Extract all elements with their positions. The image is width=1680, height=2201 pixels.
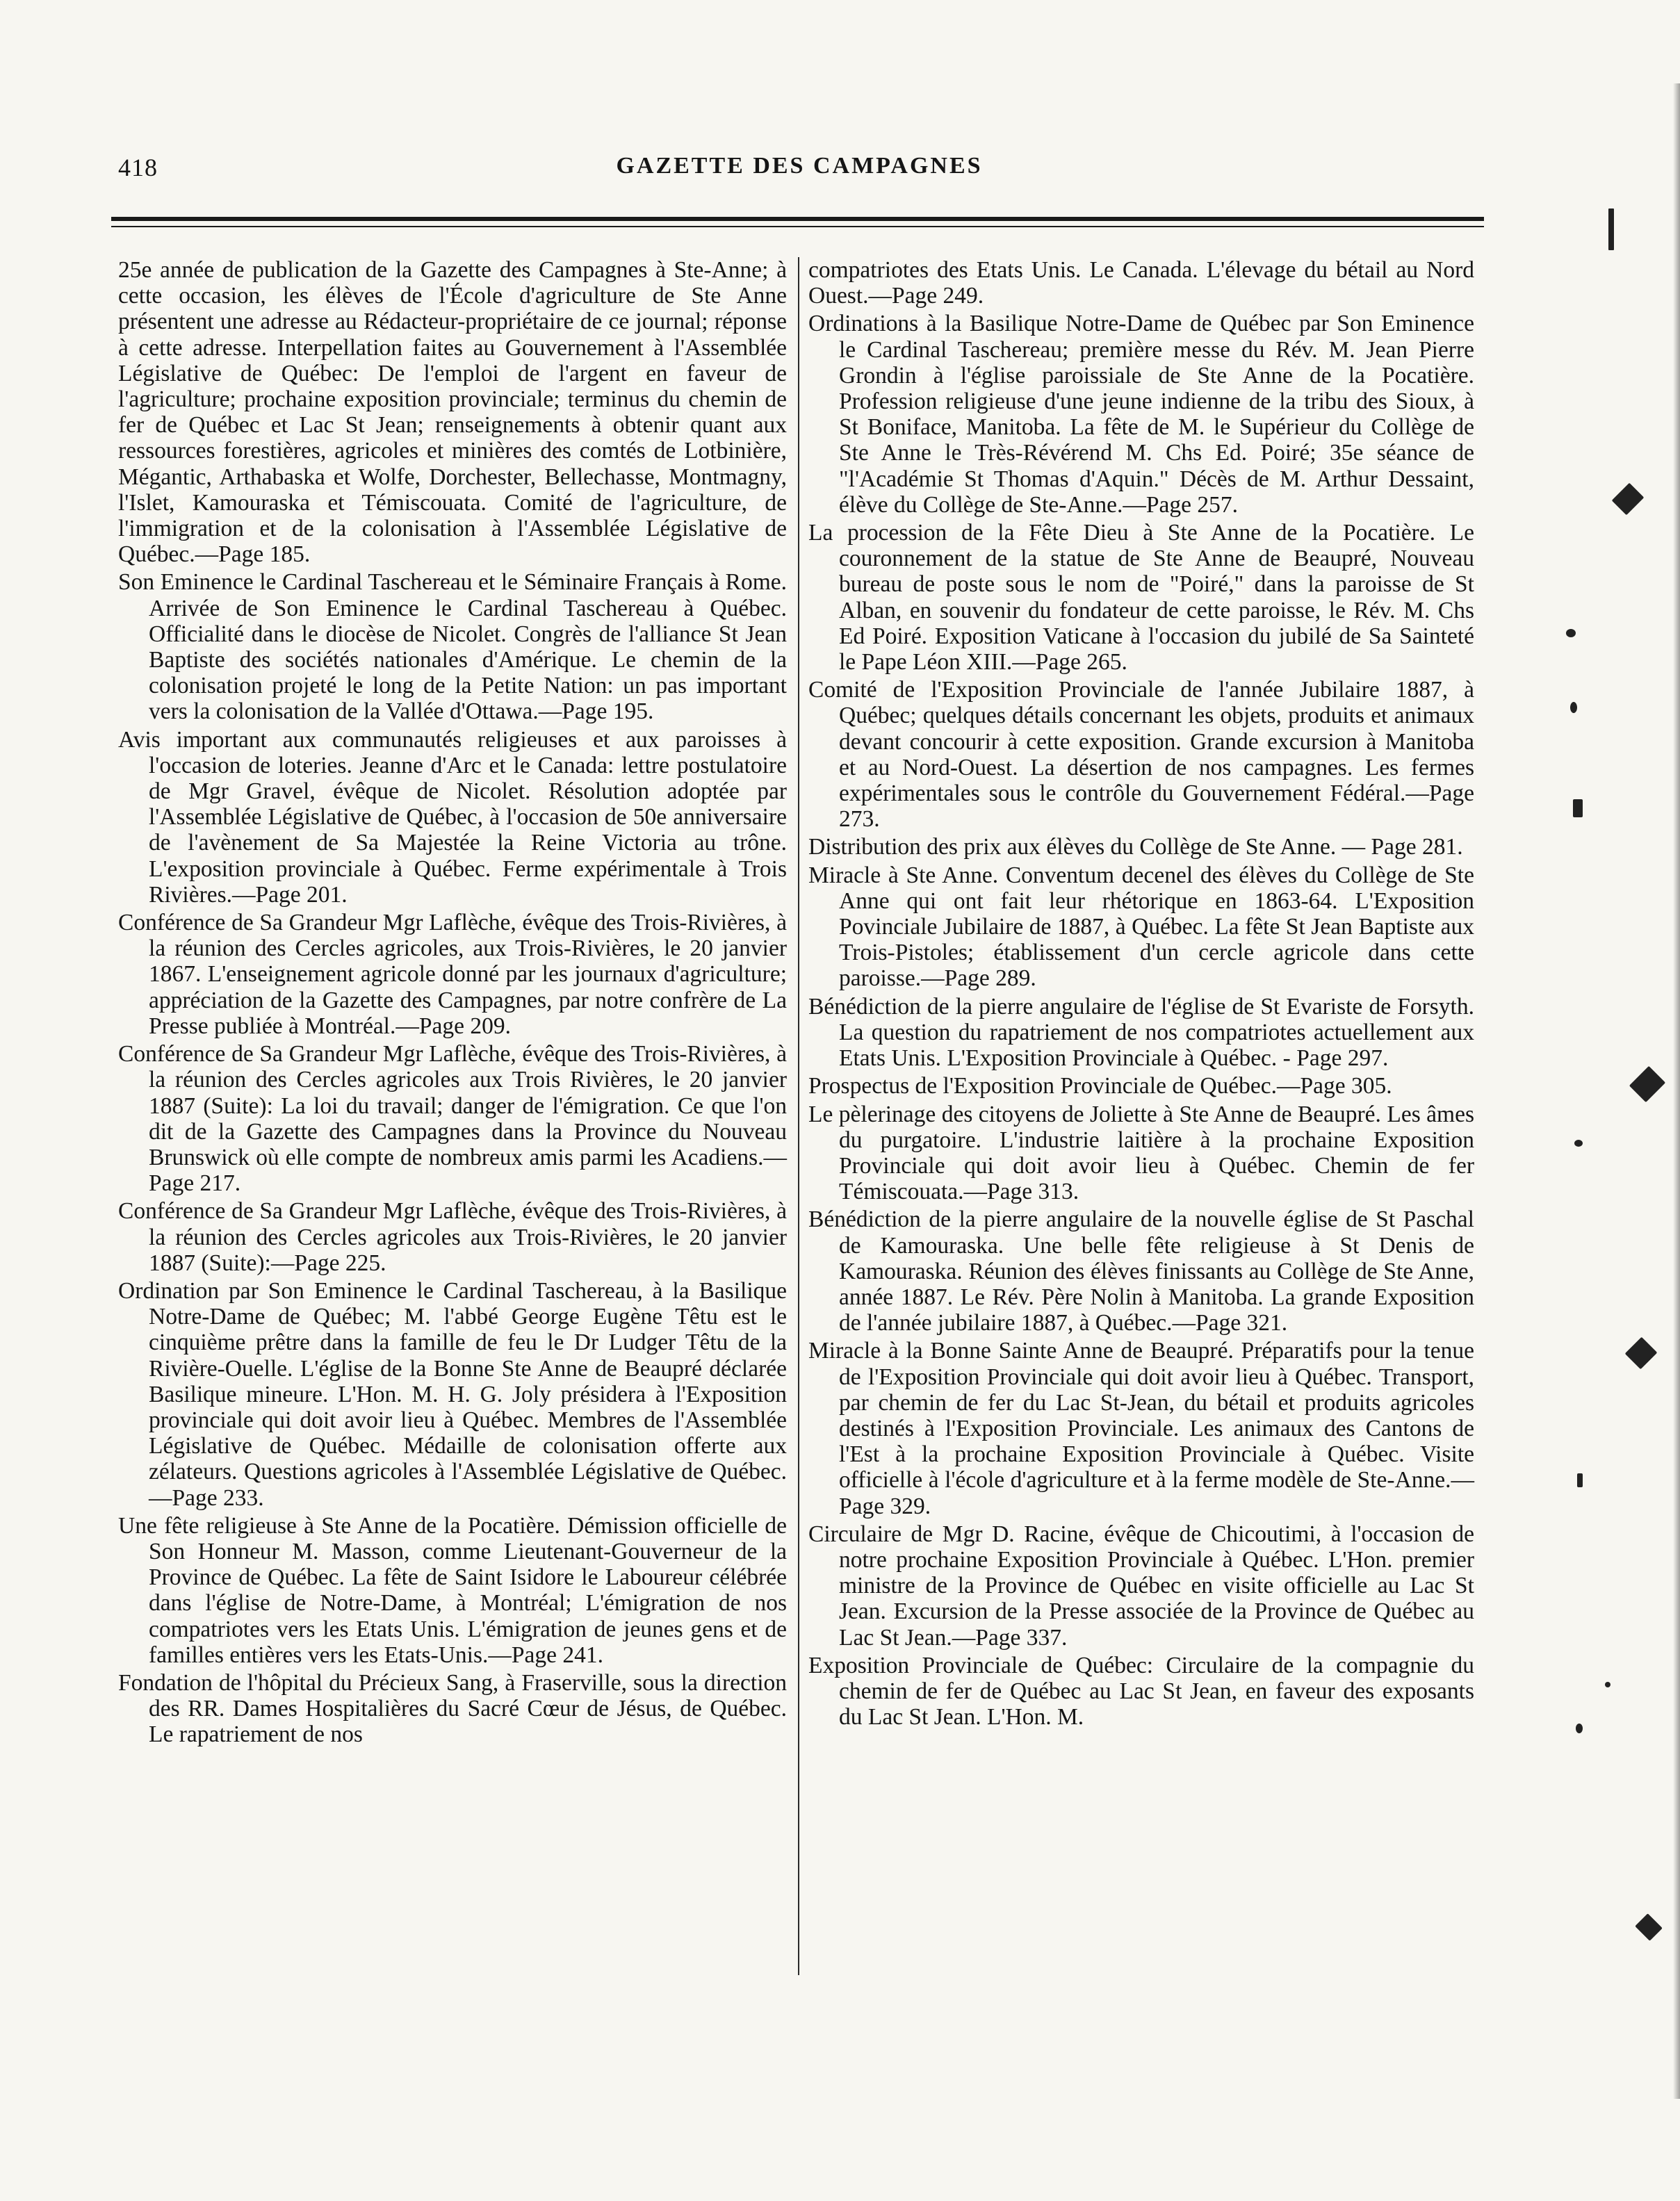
index-entry: Prospectus de l'Exposition Provinciale de Québec.—Page 305. bbox=[808, 1073, 1392, 1099]
running-title: GAZETTE DES CAMPAGNES bbox=[616, 153, 983, 179]
page-header bbox=[118, 153, 1481, 195]
index-entry: Comité de l'Exposition Provinciale de l'année Jubilaire 1887, à Québec; quelques détails concernant les objets, produits et animaux devant concourir à cette exposition. Grande excursion à Manitoba et au Nord-Ouest. La désertion de nos campagnes. Les fermes expérimentales sous le contrôle du Gouvernement Fédéral.—Page 273. bbox=[808, 677, 1474, 833]
scan-artifact bbox=[1612, 483, 1645, 516]
index-entry: Ordination par Son Eminence le Cardinal Taschereau, à la Basilique Notre-Dame de Québec; M. l'abbé George Eugène Têtu est le cinquième prêtre dans la famille de feu le Dr Ludger Têtu de la Rivière-Ouelle. L'église de la Bonne Ste Anne de Beaupré déclarée Basilique mineure. L'Hon. M. H. G. Joly présidera à l'Exposition provinciale qui doit avoir lieu à Québec. Membres de l'Assemblée Législative de Québec. Médaille de colonisation offerte aux zélateurs. Questions agricoles à l'Assemblée Législative de Québec.—Page 233. bbox=[118, 1277, 787, 1511]
index-entry: Conférence de Sa Grandeur Mgr Laflèche, évêque des Trois-Rivières, à la réunion des Cercles agricoles, aux Trois-Rivières, le 20 janvier 1867. L'enseignement agricole donné par les journaux d'agriculture; appréciation de la Gazette des Campagnes, par notre confrère de La Presse publiée à Montréal.—Page 209. bbox=[118, 910, 787, 1039]
scan-artifact bbox=[1570, 702, 1577, 713]
index-entry: Bénédiction de la pierre angulaire de la nouvelle église de St Paschal de Kamouraska. Une belle fête religieuse à St Denis de Kamouraska. Réunion des élèves finissants au Collège de Ste Anne, année 1887. Le Rév. Père Nolin à Manitoba. La grande Exposition de l'année jubilaire 1887, à Québec.—Page 321. bbox=[808, 1206, 1474, 1336]
index-entry: Miracle à Ste Anne. Conventum decenel des élèves du Collège de Ste Anne qui ont fait leur rhétorique en 1863-64. L'Exposition Povinciale Jubilaire de 1887, à Québec. La fête St Jean Baptiste aux Trois-Pistoles; établissement d'un cercle agricole dans cette paroisse.—Page 289. bbox=[808, 862, 1474, 992]
column-divider bbox=[798, 257, 799, 1975]
index-entry: Conférence de Sa Grandeur Mgr Laflèche, évêque des Trois-Rivières, à la réunion des Cercles agricoles aux Trois Rivières, le 20 janvier 1887 (Suite): La loi du travail; danger de l'émigration. Ce que l'on dit de la Gazette des Campagnes dans la Province du Nouveau Brunswick où elle compte de nombreux amis parmi les Acadiens.—Page 217. bbox=[118, 1041, 787, 1197]
page-number: 418 bbox=[118, 154, 158, 181]
index-entry: 25e année de publication de la Gazette des Campagnes à Ste-Anne; à cette occasion, les élèves de l'École d'agriculture de Ste Anne présentent une adresse au Rédacteur-propriétaire de ce journal; réponse à cette adresse. Interpellation faites au Gouvernement à l'Assemblée Législative de Québec: De l'emploi de l'argent en faveur de l'agriculture; prochaine exposition provinciale; terminus du chemin de fer de Québec et Lac St Jean; renseignements à obtenir quant aux ressources forestières, agricoles et minières des comtés de Lotbinière, Mégantic, Arthabaska et Wolfe, Dorchester, Bellechasse, Montmagny, l'Islet, Kamouraska et Témiscouata. Comité de l'agriculture, de l'immigration et de la colonisation à l'Assemblée Législative de Québec.—Page 185. bbox=[118, 257, 787, 568]
scan-artifact bbox=[1629, 1066, 1665, 1102]
index-entry: Distribution des prix aux élèves du Collège de Ste Anne. — Page 281. bbox=[808, 834, 1463, 860]
scan-margin-marks bbox=[1555, 0, 1680, 2201]
index-entry: Circulaire de Mgr D. Racine, évêque de Chicoutimi, à l'occasion de notre prochaine Exposition Provinciale à Québec. L'Hon. premier ministre de la Province de Québec en visite officielle au Lac St Jean. Excursion de la Presse associée de la Province de Québec au Lac St Jean.—Page 337. bbox=[808, 1521, 1474, 1651]
header-rule-thin bbox=[111, 226, 1484, 227]
index-entry: Ordinations à la Basilique Notre-Dame de Québec par Son Eminence le Cardinal Taschereau; première messe du Rév. M. Jean Pierre Grondin à l'église paroissiale de Ste Anne de la Pocatière. Profession religieuse d'une jeune indienne de la tribu des Sioux, à St Boniface, Manitoba. La fête de M. le Supérieur du Collège de Ste Anne le Très-Révérend M. Chs Ed. Poiré; 35e séance de "l'Académie St Thomas d'Aquin." Décès de M. Arthur Dessaint, élève du Collège de Ste-Anne.—Page 257. bbox=[808, 311, 1474, 518]
scan-artifact bbox=[1608, 208, 1614, 250]
scan-artifact bbox=[1577, 1473, 1583, 1487]
index-entry: Avis important aux communautés religieuses et aux paroisses à l'occasion de loteries. Jeanne d'Arc et le Canada: lettre postulatoire de Mgr Gravel, évêque de Nicolet. Résolution adoptée par l'Assemblée Législative de Québec, à l'occasion de 50e anniversaire de l'avènement de Sa Majestée la Reine Victoria au trône. L'exposition provinciale à Québec. Ferme expérimentale à Trois Rivières.—Page 201. bbox=[118, 726, 787, 908]
left-column bbox=[118, 257, 787, 1750]
scan-artifact bbox=[1566, 629, 1576, 637]
index-entry-continued: compatriotes des Etats Unis. Le Canada. L'élevage du bétail au Nord Ouest.—Page 249. bbox=[808, 257, 1474, 309]
right-column bbox=[808, 257, 1474, 1732]
index-entry: Miracle à la Bonne Sainte Anne de Beaupré. Préparatifs pour la tenue de l'Exposition Provinciale qui doit avoir lieu à Québec. Transport, par chemin de fer du Lac St-Jean, du bétail et produits agricoles destinés à l'Exposition Provinciale. Les animaux des Cantons de l'Est à la prochaine Exposition Provinciale à Québec. Visite officielle à l'école d'agriculture et à la ferme modèle de Ste-Anne.—Page 329. bbox=[808, 1338, 1474, 1519]
index-entry: La procession de la Fête Dieu à Ste Anne de la Pocatière. Le couronnement de la statue de Ste Anne de Beaupré, Nouveau bureau de poste sous le nom de "Poiré," dans la paroisse de St Alban, en souvenir du fondateur de cette paroisse, le Rév. M. Chs Ed Poiré. Exposition Vaticane à l'occasion du jubilé de Sa Sainteté le Pape Léon XIII.—Page 265. bbox=[808, 520, 1474, 676]
scan-artifact bbox=[1605, 1682, 1610, 1687]
scan-artifact bbox=[1574, 1140, 1583, 1147]
scan-artifact bbox=[1625, 1337, 1658, 1370]
scan-artifact bbox=[1635, 1913, 1663, 1941]
index-entry: Conférence de Sa Grandeur Mgr Laflèche, évêque des Trois-Rivières, à la réunion des Cercles agricoles aux Trois-Rivières, le 20 janvier 1887 (Suite):—Page 225. bbox=[118, 1198, 787, 1276]
index-entry: Exposition Provinciale de Québec: Circulaire de la compagnie du chemin de fer de Québec au Lac St Jean, en faveur des exposants du Lac St Jean. L'Hon. M. bbox=[808, 1652, 1474, 1730]
index-entry: Fondation de l'hôpital du Précieux Sang, à Fraserville, sous la direction des RR. Dames Hospitalières du Sacré Cœur de Jésus, de Québec. Le rapatriement de nos bbox=[118, 1669, 787, 1748]
index-entry: Une fête religieuse à Ste Anne de la Pocatière. Démission officielle de Son Honneur M. Masson, comme Lieutenant-Gouverneur de la Province de Québec. La fête de Saint Isidore le Laboureur célébrée dans l'église de Notre-Dame, à Montréal; L'émigration de nos compatriotes vers les Etats Unis. L'émigration de jeunes gens et de familles entières vers les Etats-Unis.—Page 241. bbox=[118, 1512, 787, 1668]
index-entry: Bénédiction de la pierre angulaire de l'église de St Evariste de Forsyth. La question du rapatriement de nos compatriotes actuellement aux Etats Unis. L'Exposition Provinciale à Québec. - Page 297. bbox=[808, 993, 1474, 1072]
scan-artifact bbox=[1576, 1724, 1583, 1733]
index-entry: Son Eminence le Cardinal Taschereau et le Séminaire Français à Rome. Arrivée de Son Eminence le Cardinal Taschereau à Québec. Officialité dans le diocèse de Nicolet. Congrès de l'alliance St Jean Baptiste des sociétés nationales d'Amérique. Le chemin de la colonisation projeté le long de la Petite Nation: un pas important vers la colonisation de la Vallée d'Ottawa.—Page 195. bbox=[118, 569, 787, 725]
scan-artifact bbox=[1573, 799, 1583, 817]
index-entry: Le pèlerinage des citoyens de Joliette à Ste Anne de Beaupré. Les âmes du purgatoire. L'industrie laitière à la prochaine Exposition Provinciale qui doit avoir lieu à Québec. Chemin de fer Témiscouata.—Page 313. bbox=[808, 1101, 1474, 1205]
header-rule-thick bbox=[111, 217, 1484, 221]
page-edge-shadow bbox=[1673, 83, 1680, 2099]
